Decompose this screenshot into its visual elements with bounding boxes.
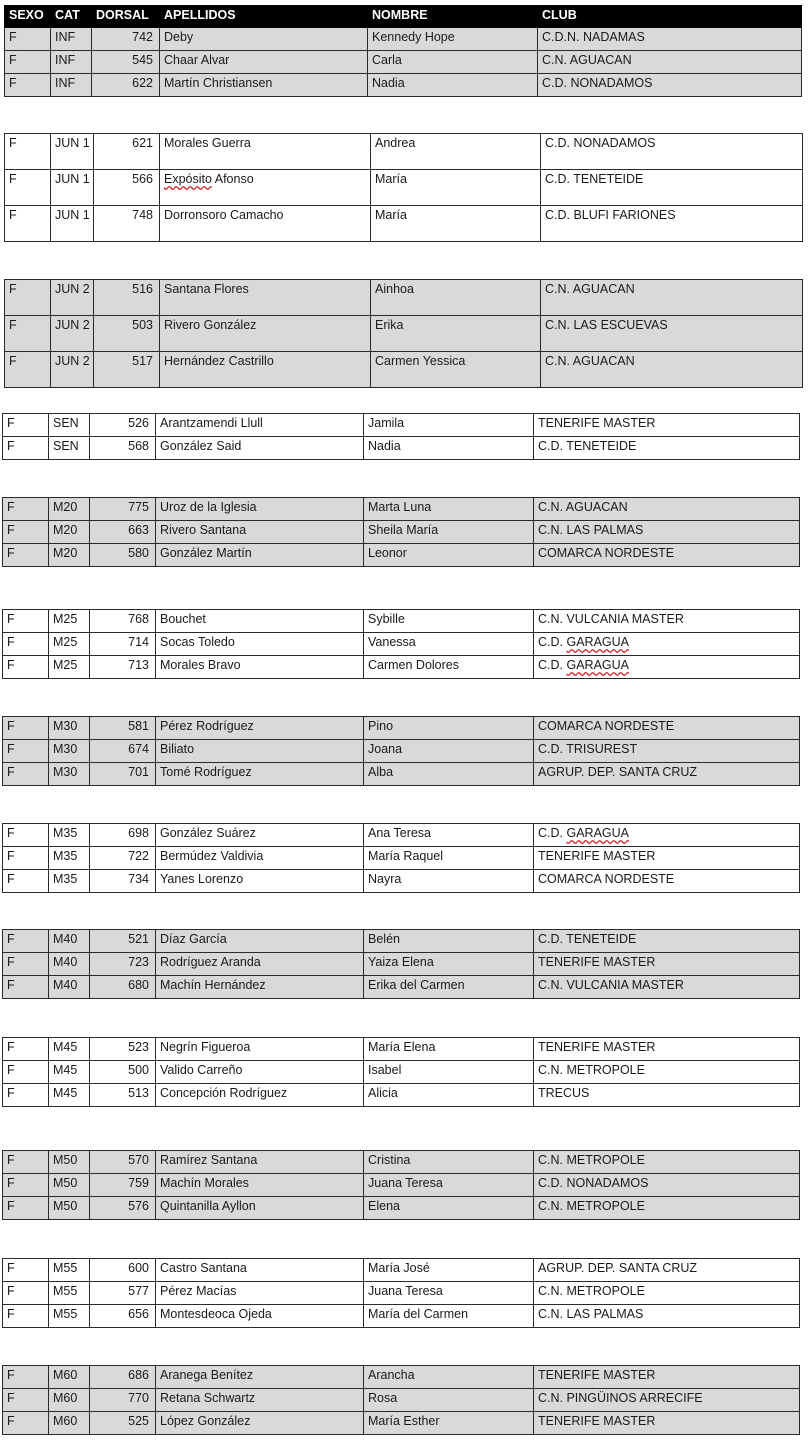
sexo-cell: F — [3, 1084, 49, 1107]
club-cell: C.N. METROPOLE — [534, 1282, 800, 1305]
dorsal-cell: 663 — [90, 521, 156, 544]
table-row — [3, 763, 800, 786]
apellidos-cell: Rivero González — [160, 316, 371, 352]
cat-cell: INF — [51, 74, 92, 97]
apellidos-cell: Morales Bravo — [156, 656, 364, 679]
table-row — [3, 1197, 800, 1220]
club-cell: TENERIFE MASTER — [534, 1366, 800, 1389]
dorsal-cell: 680 — [90, 976, 156, 999]
club-cell: AGRUP. DEP. SANTA CRUZ — [534, 763, 800, 786]
dorsal-cell: 566 — [94, 170, 160, 206]
club-cell: C.D. TENETEIDE — [534, 437, 800, 460]
table-row — [5, 316, 803, 352]
nombre-cell: Isabel — [364, 1061, 534, 1084]
sexo-cell: F — [3, 1389, 49, 1412]
club-cell: C.D. TENETEIDE — [534, 930, 800, 953]
dorsal-cell: 600 — [90, 1259, 156, 1282]
dorsal-cell: 770 — [90, 1389, 156, 1412]
nombre-cell: Carmen Dolores — [364, 656, 534, 679]
nombre-cell: Sybille — [364, 610, 534, 633]
sexo-cell: F — [3, 1151, 49, 1174]
dorsal-cell: 622 — [92, 74, 160, 97]
dorsal-cell: 775 — [90, 498, 156, 521]
cat-cell: M60 — [49, 1366, 90, 1389]
table-row — [3, 544, 800, 567]
club-cell: C.N. PINGÜINOS ARRECIFE — [534, 1389, 800, 1412]
nombre-cell: María Esther — [364, 1412, 534, 1435]
club-cell: TRECUS — [534, 1084, 800, 1107]
nombre-cell: Juana Teresa — [364, 1282, 534, 1305]
apellidos-cell: Yanes Lorenzo — [156, 870, 364, 893]
table-row — [3, 847, 800, 870]
cat-cell: M35 — [49, 847, 90, 870]
nombre-cell: Alicia — [364, 1084, 534, 1107]
sexo-cell: F — [5, 352, 51, 388]
nombre-cell: Carmen Yessica — [371, 352, 541, 388]
cat-cell: M25 — [49, 656, 90, 679]
table-row — [3, 1061, 800, 1084]
apellidos-cell: Bermúdez Valdivia — [156, 847, 364, 870]
club-cell: C.N. LAS PALMAS — [534, 521, 800, 544]
spellcheck-underline: GARAGUA — [566, 826, 629, 840]
cat-cell: M60 — [49, 1389, 90, 1412]
club-cell: COMARCA NORDESTE — [534, 717, 800, 740]
cat-cell: M20 — [49, 498, 90, 521]
nombre-cell: Andrea — [371, 134, 541, 170]
cat-cell: JUN 1 — [51, 134, 94, 170]
apellidos-cell: Biliato — [156, 740, 364, 763]
table-row — [3, 1084, 800, 1107]
table-row — [3, 610, 800, 633]
dorsal-cell: 656 — [90, 1305, 156, 1328]
cat-cell: M30 — [49, 740, 90, 763]
nombre-cell: Ana Teresa — [364, 824, 534, 847]
nombre-cell: Pino — [364, 717, 534, 740]
sexo-cell: F — [3, 633, 49, 656]
apellidos-cell: Tomé Rodríguez — [156, 763, 364, 786]
apellidos-cell: Aranega Benítez — [156, 1366, 364, 1389]
dorsal-cell: 768 — [90, 610, 156, 633]
nombre-cell: Carla — [368, 51, 538, 74]
category-group-table — [2, 609, 800, 679]
dorsal-cell: 517 — [94, 352, 160, 388]
spellcheck-underline: GARAGUA — [566, 658, 629, 672]
dorsal-cell: 723 — [90, 953, 156, 976]
header-row — [5, 6, 802, 28]
table-row — [5, 280, 803, 316]
category-group-table — [2, 716, 800, 786]
cat-cell: JUN 2 — [51, 280, 94, 316]
club-cell: C.N. VULCANIA MASTER — [534, 610, 800, 633]
table-row — [3, 656, 800, 679]
nombre-cell: María del Carmen — [364, 1305, 534, 1328]
category-group-table — [2, 1150, 800, 1220]
dorsal-cell: 621 — [94, 134, 160, 170]
apellidos-cell: Dorronsoro Camacho — [160, 206, 371, 242]
cat-cell: M35 — [49, 824, 90, 847]
dorsal-cell: 577 — [90, 1282, 156, 1305]
cat-cell: M20 — [49, 521, 90, 544]
nombre-cell: Sheila María — [364, 521, 534, 544]
club-cell: C.N. AGUACAN — [541, 280, 803, 316]
sexo-cell: F — [3, 521, 49, 544]
nombre-cell: Marta Luna — [364, 498, 534, 521]
nombre-cell: Nadia — [368, 74, 538, 97]
nombre-cell: Leonor — [364, 544, 534, 567]
club-cell: C.N. AGUACAN — [534, 498, 800, 521]
sexo-cell: F — [3, 763, 49, 786]
apellidos-cell: González Suárez — [156, 824, 364, 847]
club-cell: COMARCA NORDESTE — [534, 870, 800, 893]
cat-cell: M45 — [49, 1084, 90, 1107]
dorsal-cell: 513 — [90, 1084, 156, 1107]
category-group-table — [2, 1365, 800, 1435]
category-group-table — [2, 1037, 800, 1107]
cat-cell: M50 — [49, 1197, 90, 1220]
cat-cell: M35 — [49, 870, 90, 893]
nombre-cell: Ainhoa — [371, 280, 541, 316]
table-row — [3, 1366, 800, 1389]
club-cell: C.N. AGUACAN — [541, 352, 803, 388]
nombre-cell: Cristina — [364, 1151, 534, 1174]
sexo-cell: F — [3, 544, 49, 567]
dorsal-cell: 526 — [90, 414, 156, 437]
table-row — [3, 414, 800, 437]
cat-cell: M55 — [49, 1259, 90, 1282]
dorsal-cell: 748 — [94, 206, 160, 242]
table-row — [3, 1282, 800, 1305]
apellidos-cell: Retana Schwartz — [156, 1389, 364, 1412]
nombre-cell: Kennedy Hope — [368, 28, 538, 51]
dorsal-cell: 525 — [90, 1412, 156, 1435]
apellidos-cell: Castro Santana — [156, 1259, 364, 1282]
dorsal-cell: 759 — [90, 1174, 156, 1197]
table-row — [3, 1038, 800, 1061]
apellidos-cell: Machín Hernández — [156, 976, 364, 999]
cat-cell: M40 — [49, 930, 90, 953]
apellidos-cell: Machín Morales — [156, 1174, 364, 1197]
table-row — [3, 1174, 800, 1197]
table-row — [5, 28, 802, 51]
sexo-cell: F — [3, 656, 49, 679]
nombre-cell: Nadia — [364, 437, 534, 460]
sexo-cell: F — [5, 170, 51, 206]
club-cell: TENERIFE MASTER — [534, 847, 800, 870]
apellidos-cell: Quintanilla Ayllon — [156, 1197, 364, 1220]
cat-cell: M50 — [49, 1174, 90, 1197]
apellidos-cell: Montesdeoca Ojeda — [156, 1305, 364, 1328]
cat-cell: INF — [51, 51, 92, 74]
sexo-cell: F — [3, 1305, 49, 1328]
sexo-cell: F — [3, 1366, 49, 1389]
cat-cell: JUN 2 — [51, 316, 94, 352]
apellidos-cell: Hernández Castrillo — [160, 352, 371, 388]
cat-cell: M20 — [49, 544, 90, 567]
sexo-cell: F — [5, 316, 51, 352]
sexo-cell: F — [3, 1061, 49, 1084]
nombre-cell: Juana Teresa — [364, 1174, 534, 1197]
sexo-cell: F — [5, 206, 51, 242]
table-row — [5, 134, 803, 170]
club-cell: C.D. TENETEIDE — [541, 170, 803, 206]
club-cell: C.D. GARAGUA — [534, 656, 800, 679]
apellidos-cell: Negrín Figueroa — [156, 1038, 364, 1061]
cat-cell: M30 — [49, 763, 90, 786]
club-cell: C.D. GARAGUA — [534, 824, 800, 847]
sexo-cell: F — [3, 1282, 49, 1305]
dorsal-cell: 500 — [90, 1061, 156, 1084]
dorsal-cell: 545 — [92, 51, 160, 74]
column-header: APELLIDOS — [160, 6, 368, 28]
nombre-cell: Belén — [364, 930, 534, 953]
table-row — [5, 74, 802, 97]
category-group-table — [2, 823, 800, 893]
sexo-cell: F — [3, 953, 49, 976]
spellcheck-underline: Expósito — [164, 172, 212, 186]
sexo-cell: F — [3, 717, 49, 740]
column-header: DORSAL — [92, 6, 160, 28]
nombre-cell: Vanessa — [364, 633, 534, 656]
dorsal-cell: 580 — [90, 544, 156, 567]
cat-cell: M50 — [49, 1151, 90, 1174]
category-group-table — [4, 279, 803, 388]
sexo-cell: F — [5, 28, 51, 51]
club-cell: TENERIFE MASTER — [534, 1038, 800, 1061]
table-row — [5, 170, 803, 206]
sexo-cell: F — [3, 1174, 49, 1197]
cat-cell: M25 — [49, 633, 90, 656]
nombre-cell: María — [371, 206, 541, 242]
apellidos-cell: Expósito Afonso — [160, 170, 371, 206]
club-cell: TENERIFE MASTER — [534, 1412, 800, 1435]
nombre-cell: Alba — [364, 763, 534, 786]
table-row — [3, 498, 800, 521]
dorsal-cell: 713 — [90, 656, 156, 679]
dorsal-cell: 698 — [90, 824, 156, 847]
sexo-cell: F — [3, 1412, 49, 1435]
table-row — [3, 976, 800, 999]
apellidos-cell: Uroz de la Iglesia — [156, 498, 364, 521]
table-row — [5, 352, 803, 388]
table-row — [3, 930, 800, 953]
cat-cell: JUN 1 — [51, 206, 94, 242]
club-cell: TENERIFE MASTER — [534, 414, 800, 437]
nombre-cell: Yaiza Elena — [364, 953, 534, 976]
cat-cell: SEN — [49, 414, 90, 437]
apellidos-cell: Valido Carreño — [156, 1061, 364, 1084]
cat-cell: M40 — [49, 976, 90, 999]
cat-cell: M45 — [49, 1038, 90, 1061]
club-cell: C.N. AGUACAN — [538, 51, 802, 74]
cat-cell: M60 — [49, 1412, 90, 1435]
apellidos-cell: Deby — [160, 28, 368, 51]
category-group-table — [2, 1258, 800, 1328]
cat-cell: M25 — [49, 610, 90, 633]
apellidos-cell: Bouchet — [156, 610, 364, 633]
cat-cell: M40 — [49, 953, 90, 976]
nombre-cell: Elena — [364, 1197, 534, 1220]
sexo-cell: F — [3, 847, 49, 870]
dorsal-cell: 523 — [90, 1038, 156, 1061]
table-row — [3, 1412, 800, 1435]
sexo-cell: F — [5, 134, 51, 170]
club-cell: C.D. GARAGUA — [534, 633, 800, 656]
table-row — [3, 740, 800, 763]
dorsal-cell: 742 — [92, 28, 160, 51]
club-cell: C.D. NONADAMOS — [541, 134, 803, 170]
table-row — [3, 953, 800, 976]
table-row — [3, 1389, 800, 1412]
column-header: CAT — [51, 6, 92, 28]
sexo-cell: F — [3, 610, 49, 633]
club-cell: TENERIFE MASTER — [534, 953, 800, 976]
sexo-cell: F — [3, 976, 49, 999]
column-header: SEXO — [5, 6, 51, 28]
cat-cell: JUN 2 — [51, 352, 94, 388]
dorsal-cell: 686 — [90, 1366, 156, 1389]
table-row — [5, 51, 802, 74]
sexo-cell: F — [3, 414, 49, 437]
table-row — [3, 1151, 800, 1174]
club-cell: COMARCA NORDESTE — [534, 544, 800, 567]
club-cell: C.N. METROPOLE — [534, 1151, 800, 1174]
dorsal-cell: 734 — [90, 870, 156, 893]
sexo-cell: F — [5, 280, 51, 316]
sexo-cell: F — [3, 824, 49, 847]
dorsal-cell: 714 — [90, 633, 156, 656]
dorsal-cell: 674 — [90, 740, 156, 763]
nombre-cell: Nayra — [364, 870, 534, 893]
sexo-cell: F — [3, 740, 49, 763]
club-cell: C.D. BLUFI FARIONES — [541, 206, 803, 242]
nombre-cell: Jamila — [364, 414, 534, 437]
apellidos-cell: Santana Flores — [160, 280, 371, 316]
table-row — [3, 717, 800, 740]
category-group-table — [4, 5, 802, 97]
column-header: NOMBRE — [368, 6, 538, 28]
cat-cell: M55 — [49, 1305, 90, 1328]
apellidos-cell: Concepción Rodríguez — [156, 1084, 364, 1107]
cat-cell: INF — [51, 28, 92, 51]
club-cell: C.N. METROPOLE — [534, 1197, 800, 1220]
cat-cell: M30 — [49, 717, 90, 740]
dorsal-cell: 568 — [90, 437, 156, 460]
sexo-cell: F — [3, 1038, 49, 1061]
sexo-cell: F — [3, 437, 49, 460]
club-cell: C.N. LAS PALMAS — [534, 1305, 800, 1328]
table-row — [3, 1305, 800, 1328]
sexo-cell: F — [3, 930, 49, 953]
apellidos-cell: Morales Guerra — [160, 134, 371, 170]
table-row — [3, 824, 800, 847]
cat-cell: M55 — [49, 1282, 90, 1305]
club-cell: C.N. VULCANIA MASTER — [534, 976, 800, 999]
dorsal-cell: 521 — [90, 930, 156, 953]
sexo-cell: F — [3, 1197, 49, 1220]
apellidos-cell: Díaz García — [156, 930, 364, 953]
apellidos-cell: González Martín — [156, 544, 364, 567]
apellidos-cell: López González — [156, 1412, 364, 1435]
table-row — [3, 633, 800, 656]
apellidos-cell: Chaar Alvar — [160, 51, 368, 74]
club-cell: C.D. TRISUREST — [534, 740, 800, 763]
nombre-cell: Rosa — [364, 1389, 534, 1412]
cat-cell: SEN — [49, 437, 90, 460]
dorsal-cell: 516 — [94, 280, 160, 316]
club-cell: C.D. NONADAMOS — [538, 74, 802, 97]
dorsal-cell: 576 — [90, 1197, 156, 1220]
club-cell: AGRUP. DEP. SANTA CRUZ — [534, 1259, 800, 1282]
club-cell: C.D. NONADAMOS — [534, 1174, 800, 1197]
nombre-cell: Joana — [364, 740, 534, 763]
dorsal-cell: 503 — [94, 316, 160, 352]
category-group-table — [2, 413, 800, 460]
apellidos-cell: Ramírez Santana — [156, 1151, 364, 1174]
table-row — [3, 870, 800, 893]
spellcheck-underline: GARAGUA — [566, 635, 629, 649]
category-group-table — [4, 133, 803, 242]
dorsal-cell: 722 — [90, 847, 156, 870]
dorsal-cell: 570 — [90, 1151, 156, 1174]
sexo-cell: F — [5, 74, 51, 97]
apellidos-cell: Arantzamendi Llull — [156, 414, 364, 437]
nombre-cell: Arancha — [364, 1366, 534, 1389]
nombre-cell: María — [371, 170, 541, 206]
cat-cell: JUN 1 — [51, 170, 94, 206]
cat-cell: M45 — [49, 1061, 90, 1084]
apellidos-cell: Pérez Macías — [156, 1282, 364, 1305]
category-group-table — [2, 497, 800, 567]
sexo-cell: F — [3, 498, 49, 521]
table-row — [3, 1259, 800, 1282]
club-cell: C.N. METROPOLE — [534, 1061, 800, 1084]
nombre-cell: Erika — [371, 316, 541, 352]
nombre-cell: María Raquel — [364, 847, 534, 870]
apellidos-cell: Rodríguez Aranda — [156, 953, 364, 976]
nombre-cell: María Elena — [364, 1038, 534, 1061]
category-group-table — [2, 929, 800, 999]
apellidos-cell: Socas Toledo — [156, 633, 364, 656]
sexo-cell: F — [5, 51, 51, 74]
club-cell: C.D.N. NADAMAS — [538, 28, 802, 51]
apellidos-cell: Rivero Santana — [156, 521, 364, 544]
club-cell: C.N. LAS ESCUEVAS — [541, 316, 803, 352]
column-header: CLUB — [538, 6, 802, 28]
table-row — [3, 521, 800, 544]
apellidos-cell: Pérez Rodríguez — [156, 717, 364, 740]
nombre-cell: María José — [364, 1259, 534, 1282]
nombre-cell: Erika del Carmen — [364, 976, 534, 999]
apellidos-cell: González Said — [156, 437, 364, 460]
sexo-cell: F — [3, 870, 49, 893]
apellidos-cell: Martín Christiansen — [160, 74, 368, 97]
dorsal-cell: 581 — [90, 717, 156, 740]
dorsal-cell: 701 — [90, 763, 156, 786]
sexo-cell: F — [3, 1259, 49, 1282]
table-row — [3, 437, 800, 460]
table-row — [5, 206, 803, 242]
